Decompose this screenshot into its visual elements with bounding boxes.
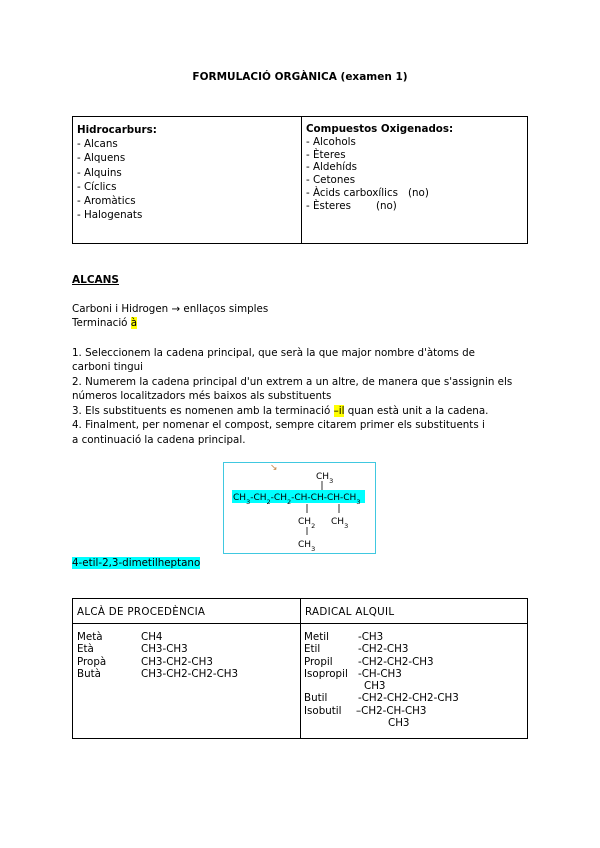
- table-divider: [301, 117, 302, 243]
- table-divider: [300, 599, 301, 738]
- step-2-line-2: números localitzadors més baixos als substituents: [72, 390, 332, 402]
- alkane-name: Metà: [77, 631, 103, 643]
- list-item-label: - Àcids carboxílics: [306, 186, 398, 199]
- table-row: [304, 656, 526, 668]
- radical-formula: -CH3: [358, 631, 384, 643]
- radical-name: Propil: [304, 655, 333, 668]
- list-item: [306, 200, 453, 213]
- radical-formula: –CH2-CH-CH3: [356, 704, 427, 717]
- radical-name: Metil: [304, 631, 329, 643]
- alkane-header: ALCÀ DE PROCEDÈNCIA: [77, 606, 206, 618]
- example-compound-name: [72, 557, 200, 569]
- structural-formula: [223, 462, 376, 554]
- list-item-note: (no): [407, 186, 429, 199]
- radical-name: Etil: [304, 643, 321, 656]
- table-row: [77, 631, 297, 643]
- table-row: [77, 643, 297, 655]
- substituent-ethyl-ch2: $CH_2$: [298, 517, 316, 530]
- radical-formula: -CH2-CH3: [358, 643, 409, 656]
- table-row: [77, 656, 297, 668]
- step-4-line-2: a continuació la cadena principal.: [72, 434, 246, 446]
- table-row: [304, 717, 526, 729]
- alkane-name: Butà: [77, 667, 101, 680]
- highlight-il: –il: [333, 405, 345, 417]
- alkane-list: [77, 631, 297, 680]
- radical-list: [304, 631, 526, 729]
- radical-formula: -CH2-CH2-CH2-CH3: [358, 692, 459, 705]
- section-heading-alcans: ALCANS: [72, 274, 119, 286]
- document-title: FORMULACIÓ ORGÀNICA (examen 1): [192, 71, 408, 83]
- radical-name: Isopropil: [304, 667, 348, 680]
- list-item-note: (no): [375, 199, 397, 212]
- list-item: - Alcohols: [306, 135, 356, 148]
- formula-drawing: [224, 463, 377, 555]
- radical-name: Isobutil: [304, 704, 342, 717]
- hydrocarbons-column: [77, 123, 157, 222]
- main-chain-formula: $CH_3-CH_2-CH_2-CH-CH-CH-CH_3$: [233, 493, 361, 506]
- oxygenated-column: [306, 123, 453, 213]
- radical-name: Butil: [304, 692, 328, 705]
- list-item: - Aromàtics: [77, 195, 136, 208]
- list-item: - Aldehíds: [306, 161, 358, 174]
- step-1-line-1: 1. Seleccionem la cadena principal, que serà la que major nombre d'àtoms de: [72, 347, 476, 359]
- table-row: [304, 643, 526, 655]
- list-item: - Alquens: [77, 152, 126, 165]
- intro-termination: [72, 316, 137, 331]
- list-item: - Èteres: [306, 148, 346, 161]
- alkane-formula: CH4: [141, 631, 163, 643]
- step-2-line-1: 2. Numerem la cadena principal d'un extrem a un altre, de manera que s'assignin els: [72, 376, 513, 388]
- table-row: [304, 705, 526, 717]
- list-item: - Halogenats: [77, 209, 143, 222]
- cursor-arrow-icon: ↘: [270, 463, 278, 473]
- radicals-table: [72, 598, 528, 739]
- radical-formula: CH3: [364, 680, 386, 693]
- radical-formula: -CH2-CH2-CH3: [358, 655, 434, 668]
- radical-formula: CH3: [388, 717, 410, 730]
- highlight-termination: à: [130, 317, 138, 329]
- oxygenated-heading: Compuestos Oxigenados:: [306, 123, 454, 135]
- substituent-bottom-right: $CH_3$: [331, 517, 349, 530]
- step-3: [72, 404, 488, 419]
- radical-header: RADICAL ALQUIL: [305, 606, 395, 618]
- table-row: [304, 680, 526, 692]
- alkane-formula: CH3-CH2-CH2-CH3: [141, 667, 239, 680]
- table-row: [304, 668, 526, 680]
- step-4-line-1: 4. Finalment, per nomenar el compost, sempre citarem primer els substituents i: [72, 419, 485, 431]
- radical-formula: -CH-CH3: [358, 667, 402, 680]
- alkane-name: Età: [77, 643, 94, 656]
- intro-termination-label: Terminació: [72, 317, 131, 329]
- table-row: [304, 692, 526, 704]
- step-3-prefix: 3. Els substituents es nomenen amb la terminació: [72, 405, 334, 417]
- list-item: - Cíclics: [77, 180, 117, 193]
- alkane-formula: CH3-CH3: [141, 643, 188, 656]
- substituent-ethyl-ch3: $CH_3$: [298, 540, 316, 553]
- table-row: [304, 631, 526, 643]
- intro-line: Carboni i Hidrogen → enllaços simples: [72, 303, 269, 315]
- list-item: - Alquins: [77, 166, 122, 179]
- example-name-highlight: 4-etil-2,3-dimetilheptano: [72, 557, 201, 569]
- compound-types-table: [72, 116, 528, 244]
- step-1-line-2: carboni tingui: [72, 361, 144, 373]
- list-item: - Cetones: [306, 174, 356, 187]
- substituent-top: $CH_3$: [316, 472, 334, 485]
- list-item: [306, 187, 453, 200]
- list-item-label: - Èsteres: [306, 199, 351, 212]
- list-item: - Alcans: [77, 138, 118, 151]
- table-row: [77, 668, 297, 680]
- step-3-suffix: quan està unit a la cadena.: [344, 405, 489, 417]
- alkane-formula: CH3-CH2-CH3: [141, 655, 213, 668]
- hydrocarbons-heading: Hidrocarburs:: [77, 124, 157, 136]
- alkane-name: Propà: [77, 655, 107, 668]
